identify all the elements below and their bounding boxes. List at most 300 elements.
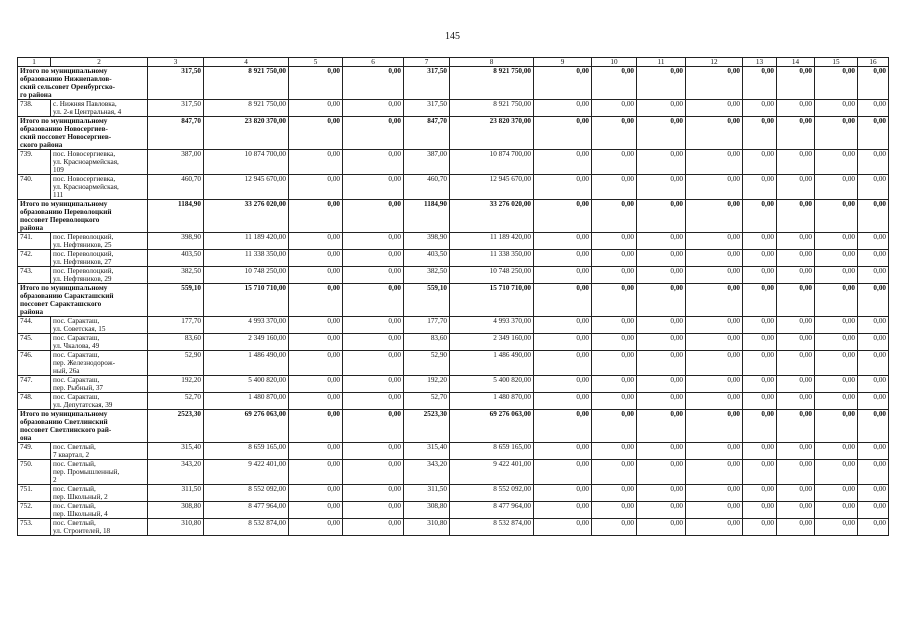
value-cell-c7: 403,50: [404, 250, 450, 267]
address-line: 111: [53, 191, 64, 199]
value-cell-c6: 0,00: [343, 376, 404, 393]
address-line: ул. Советская, 15: [53, 325, 106, 333]
value-cell-c14: 0,00: [777, 200, 815, 233]
column-header: 7: [404, 58, 450, 67]
address-line: района: [20, 224, 44, 232]
value-cell-c16: 0,00: [858, 376, 889, 393]
column-header: 1: [18, 58, 51, 67]
address-line: пос. Саракташ,: [53, 376, 100, 384]
address-line: Итого по муниципальному: [20, 284, 108, 292]
value-cell-c10: 0,00: [592, 117, 637, 150]
value-cell-area: 343,20: [148, 460, 204, 485]
value-cell-c13: 0,00: [743, 117, 777, 150]
value-cell-c9: 0,00: [534, 233, 592, 250]
row-number: 739.: [18, 150, 51, 175]
value-cell-cost: 15 710 710,00: [204, 284, 289, 317]
address-line: пер. Промышленный,: [53, 468, 120, 476]
value-cell-c7: 192,20: [404, 376, 450, 393]
value-cell-c9: 0,00: [534, 100, 592, 117]
value-cell-c8: 8 659 165,00: [450, 443, 534, 460]
row-number: 738.: [18, 100, 51, 117]
value-cell-c9: 0,00: [534, 519, 592, 536]
value-cell-c15: 0,00: [815, 519, 858, 536]
value-cell-c8: 15 710 710,00: [450, 284, 534, 317]
value-cell-c11: 0,00: [637, 351, 686, 376]
value-cell-c13: 0,00: [743, 100, 777, 117]
address-line: пос. Светлый,: [53, 460, 96, 468]
value-cell-c6: 0,00: [343, 233, 404, 250]
value-cell-c8: 8 532 874,00: [450, 519, 534, 536]
value-cell-c7: 559,10: [404, 284, 450, 317]
column-header: 6: [343, 58, 404, 67]
table-row: [18, 485, 889, 502]
value-cell-c15: 0,00: [815, 410, 858, 443]
value-cell-area: 310,80: [148, 519, 204, 536]
row-number: 750.: [18, 460, 51, 485]
address-line: ул. Нефтяников, 29: [53, 275, 112, 283]
value-cell-c14: 0,00: [777, 410, 815, 443]
value-cell-c10: 0,00: [592, 443, 637, 460]
value-cell-c15: 0,00: [815, 233, 858, 250]
address-line: ул. Нефтяников, 25: [53, 241, 112, 249]
address-line: Итого по муниципальному: [20, 67, 108, 75]
row-number: 751.: [18, 485, 51, 502]
value-cell-cost: 8 477 964,00: [204, 502, 289, 519]
row-number: 747.: [18, 376, 51, 393]
table-row: [18, 250, 889, 267]
value-cell-c16: 0,00: [858, 334, 889, 351]
address-line: образованию Светлинский: [20, 418, 108, 426]
value-cell-c11: 0,00: [637, 200, 686, 233]
address-cell: [51, 393, 148, 410]
column-header: 9: [534, 58, 592, 67]
address-line: пер. Школьный, 2: [53, 493, 108, 501]
value-cell-c12: 0,00: [686, 443, 743, 460]
value-cell-c15: 0,00: [815, 200, 858, 233]
value-cell-c7: 2523,30: [404, 410, 450, 443]
value-cell-c12: 0,00: [686, 284, 743, 317]
value-cell-c8: 10 748 250,00: [450, 267, 534, 284]
value-cell-c15: 0,00: [815, 460, 858, 485]
value-cell-c13: 0,00: [743, 351, 777, 376]
value-cell-c6: 0,00: [343, 150, 404, 175]
address-line: ул. Чкалова, 49: [53, 342, 100, 350]
value-cell-c14: 0,00: [777, 460, 815, 485]
row-number: 753.: [18, 519, 51, 536]
value-cell-c16: 0,00: [858, 351, 889, 376]
value-cell-c16: 0,00: [858, 100, 889, 117]
address-line: пер. Рыбный, 37: [53, 384, 104, 392]
value-cell-area: 52,90: [148, 351, 204, 376]
value-cell-c8: 12 945 670,00: [450, 175, 534, 200]
value-cell-c5: 0,00: [289, 317, 343, 334]
value-cell-c5: 0,00: [289, 150, 343, 175]
value-cell-c16: 0,00: [858, 175, 889, 200]
value-cell-c6: 0,00: [343, 250, 404, 267]
value-cell-c11: 0,00: [637, 267, 686, 284]
value-cell-c12: 0,00: [686, 334, 743, 351]
value-cell-c13: 0,00: [743, 250, 777, 267]
value-cell-c12: 0,00: [686, 519, 743, 536]
value-cell-c13: 0,00: [743, 233, 777, 250]
subtotal-label: [18, 410, 148, 443]
value-cell-c7: 1184,90: [404, 200, 450, 233]
value-cell-c11: 0,00: [637, 317, 686, 334]
address-line: с. Нижняя Павловка,: [53, 100, 117, 108]
value-cell-c13: 0,00: [743, 334, 777, 351]
value-cell-c11: 0,00: [637, 485, 686, 502]
address-line: пос. Переволоцкий,: [53, 267, 114, 275]
value-cell-c13: 0,00: [743, 519, 777, 536]
value-cell-c6: 0,00: [343, 67, 404, 100]
value-cell-cost: 23 820 370,00: [204, 117, 289, 150]
value-cell-c14: 0,00: [777, 175, 815, 200]
value-cell-c6: 0,00: [343, 175, 404, 200]
value-cell-c8: 4 993 370,00: [450, 317, 534, 334]
value-cell-c11: 0,00: [637, 460, 686, 485]
value-cell-c15: 0,00: [815, 267, 858, 284]
value-cell-c10: 0,00: [592, 485, 637, 502]
value-cell-cost: 4 993 370,00: [204, 317, 289, 334]
value-cell-c11: 0,00: [637, 150, 686, 175]
address-line: ный, 26а: [53, 367, 80, 375]
value-cell-c10: 0,00: [592, 393, 637, 410]
value-cell-area: 315,40: [148, 443, 204, 460]
address-line: ул. 2-я Центральная, 4: [53, 108, 122, 116]
row-number: 741.: [18, 233, 51, 250]
table-row: [18, 376, 889, 393]
value-cell-c11: 0,00: [637, 443, 686, 460]
value-cell-area: 83,60: [148, 334, 204, 351]
address-cell: [51, 150, 148, 175]
value-cell-c8: 5 400 820,00: [450, 376, 534, 393]
value-cell-c16: 0,00: [858, 150, 889, 175]
value-cell-cost: 8 659 165,00: [204, 443, 289, 460]
value-cell-c9: 0,00: [534, 250, 592, 267]
value-cell-c12: 0,00: [686, 250, 743, 267]
value-cell-area: 460,70: [148, 175, 204, 200]
value-cell-c9: 0,00: [534, 376, 592, 393]
value-cell-area: 2523,30: [148, 410, 204, 443]
value-cell-c7: 317,50: [404, 100, 450, 117]
address-line: пос. Светлый,: [53, 502, 96, 510]
address-line: 7 квартал, 2: [53, 451, 90, 459]
value-cell-c5: 0,00: [289, 485, 343, 502]
value-cell-c6: 0,00: [343, 443, 404, 460]
value-cell-area: 403,50: [148, 250, 204, 267]
value-cell-c8: 9 422 401,00: [450, 460, 534, 485]
value-cell-c13: 0,00: [743, 200, 777, 233]
subtotal-row: [18, 200, 889, 233]
address-line: Итого по муниципальному: [20, 410, 108, 418]
value-cell-area: 387,00: [148, 150, 204, 175]
value-cell-c7: 52,70: [404, 393, 450, 410]
value-cell-c6: 0,00: [343, 334, 404, 351]
value-cell-c15: 0,00: [815, 150, 858, 175]
value-cell-c5: 0,00: [289, 200, 343, 233]
address-cell: [51, 351, 148, 376]
value-cell-c9: 0,00: [534, 67, 592, 100]
value-cell-c5: 0,00: [289, 443, 343, 460]
value-cell-c10: 0,00: [592, 334, 637, 351]
value-cell-c12: 0,00: [686, 67, 743, 100]
value-cell-c8: 11 189 420,00: [450, 233, 534, 250]
value-cell-c5: 0,00: [289, 250, 343, 267]
table-row: [18, 460, 889, 485]
value-cell-c11: 0,00: [637, 284, 686, 317]
value-cell-cost: 1 486 490,00: [204, 351, 289, 376]
value-cell-c7: 317,50: [404, 67, 450, 100]
value-cell-c14: 0,00: [777, 502, 815, 519]
address-line: Итого по муниципальному: [20, 200, 108, 208]
value-cell-c13: 0,00: [743, 267, 777, 284]
value-cell-c6: 0,00: [343, 393, 404, 410]
value-cell-c10: 0,00: [592, 67, 637, 100]
value-cell-c9: 0,00: [534, 485, 592, 502]
value-cell-c16: 0,00: [858, 502, 889, 519]
value-cell-c8: 11 338 350,00: [450, 250, 534, 267]
column-header: 3: [148, 58, 204, 67]
value-cell-c15: 0,00: [815, 351, 858, 376]
value-cell-c10: 0,00: [592, 317, 637, 334]
address-line: ул. Строителей, 18: [53, 527, 111, 535]
page-number: 145: [445, 31, 460, 42]
address-line: она: [20, 434, 32, 442]
value-cell-c11: 0,00: [637, 117, 686, 150]
value-cell-c6: 0,00: [343, 284, 404, 317]
value-cell-c13: 0,00: [743, 150, 777, 175]
value-cell-c10: 0,00: [592, 410, 637, 443]
value-cell-c6: 0,00: [343, 200, 404, 233]
value-cell-c8: 8 477 964,00: [450, 502, 534, 519]
table-row: [18, 317, 889, 334]
value-cell-c5: 0,00: [289, 233, 343, 250]
value-cell-c7: 460,70: [404, 175, 450, 200]
value-cell-c6: 0,00: [343, 410, 404, 443]
column-header: 10: [592, 58, 637, 67]
table-row: [18, 150, 889, 175]
value-cell-cost: 11 189 420,00: [204, 233, 289, 250]
value-cell-c16: 0,00: [858, 485, 889, 502]
value-cell-c12: 0,00: [686, 351, 743, 376]
value-cell-c11: 0,00: [637, 100, 686, 117]
value-cell-c16: 0,00: [858, 233, 889, 250]
value-cell-c14: 0,00: [777, 150, 815, 175]
housing-register-table: [17, 57, 889, 536]
address-line: района: [20, 308, 44, 316]
address-line: ский сельсовет Оренбургско-: [20, 83, 116, 91]
row-number: 745.: [18, 334, 51, 351]
value-cell-c12: 0,00: [686, 150, 743, 175]
value-cell-c12: 0,00: [686, 393, 743, 410]
value-cell-c12: 0,00: [686, 410, 743, 443]
column-header: 12: [686, 58, 743, 67]
subtotal-row: [18, 117, 889, 150]
value-cell-c14: 0,00: [777, 334, 815, 351]
table-row: [18, 175, 889, 200]
value-cell-c11: 0,00: [637, 233, 686, 250]
value-cell-c15: 0,00: [815, 317, 858, 334]
row-number: 744.: [18, 317, 51, 334]
value-cell-c15: 0,00: [815, 117, 858, 150]
subtotal-label: [18, 284, 148, 317]
value-cell-c13: 0,00: [743, 317, 777, 334]
value-cell-c15: 0,00: [815, 485, 858, 502]
address-cell: [51, 250, 148, 267]
address-line: 109: [53, 166, 64, 174]
value-cell-c14: 0,00: [777, 519, 815, 536]
value-cell-c12: 0,00: [686, 175, 743, 200]
value-cell-c14: 0,00: [777, 376, 815, 393]
value-cell-c15: 0,00: [815, 393, 858, 410]
value-cell-c12: 0,00: [686, 267, 743, 284]
value-cell-c13: 0,00: [743, 410, 777, 443]
value-cell-c7: 398,90: [404, 233, 450, 250]
row-number: 743.: [18, 267, 51, 284]
value-cell-c16: 0,00: [858, 443, 889, 460]
value-cell-c10: 0,00: [592, 519, 637, 536]
value-cell-area: 311,50: [148, 485, 204, 502]
address-cell: [51, 460, 148, 485]
address-cell: [51, 485, 148, 502]
address-line: образованию Новосергиев-: [20, 125, 108, 133]
value-cell-c10: 0,00: [592, 284, 637, 317]
value-cell-cost: 5 400 820,00: [204, 376, 289, 393]
address-line: пос. Новосергиевка,: [53, 175, 116, 183]
subtotal-row: [18, 410, 889, 443]
address-cell: [51, 376, 148, 393]
value-cell-c9: 0,00: [534, 317, 592, 334]
value-cell-c14: 0,00: [777, 351, 815, 376]
value-cell-c8: 33 276 020,00: [450, 200, 534, 233]
value-cell-c7: 382,50: [404, 267, 450, 284]
value-cell-c12: 0,00: [686, 376, 743, 393]
value-cell-c9: 0,00: [534, 117, 592, 150]
value-cell-area: 382,50: [148, 267, 204, 284]
value-cell-c16: 0,00: [858, 117, 889, 150]
address-line: пос. Переволоцкий,: [53, 250, 114, 258]
address-line: поссовет Саракташского: [20, 300, 102, 308]
value-cell-c5: 0,00: [289, 100, 343, 117]
value-cell-c11: 0,00: [637, 67, 686, 100]
value-cell-c7: 315,40: [404, 443, 450, 460]
value-cell-cost: 8 552 092,00: [204, 485, 289, 502]
value-cell-c15: 0,00: [815, 175, 858, 200]
value-cell-area: 1184,90: [148, 200, 204, 233]
address-cell: [51, 334, 148, 351]
value-cell-c6: 0,00: [343, 485, 404, 502]
value-cell-c14: 0,00: [777, 267, 815, 284]
value-cell-c16: 0,00: [858, 410, 889, 443]
address-line: пос. Светлый,: [53, 519, 96, 527]
value-cell-area: 192,20: [148, 376, 204, 393]
value-cell-c15: 0,00: [815, 443, 858, 460]
value-cell-c8: 8 921 750,00: [450, 100, 534, 117]
value-cell-c5: 0,00: [289, 519, 343, 536]
value-cell-c11: 0,00: [637, 393, 686, 410]
address-cell: [51, 100, 148, 117]
value-cell-c10: 0,00: [592, 460, 637, 485]
value-cell-c11: 0,00: [637, 410, 686, 443]
value-cell-c7: 83,60: [404, 334, 450, 351]
value-cell-c16: 0,00: [858, 519, 889, 536]
subtotal-label: [18, 200, 148, 233]
value-cell-c8: 1 480 870,00: [450, 393, 534, 410]
value-cell-c16: 0,00: [858, 250, 889, 267]
value-cell-c15: 0,00: [815, 100, 858, 117]
address-line: пер. Железнодорож-: [53, 359, 116, 367]
value-cell-c12: 0,00: [686, 100, 743, 117]
table-row: [18, 100, 889, 117]
value-cell-area: 317,50: [148, 100, 204, 117]
value-cell-c6: 0,00: [343, 117, 404, 150]
value-cell-c12: 0,00: [686, 485, 743, 502]
value-cell-c6: 0,00: [343, 460, 404, 485]
value-cell-c15: 0,00: [815, 67, 858, 100]
table-row: [18, 233, 889, 250]
value-cell-c8: 8 921 750,00: [450, 67, 534, 100]
value-cell-c12: 0,00: [686, 200, 743, 233]
value-cell-c14: 0,00: [777, 284, 815, 317]
value-cell-c6: 0,00: [343, 519, 404, 536]
value-cell-c8: 69 276 063,00: [450, 410, 534, 443]
column-header: 4: [204, 58, 289, 67]
value-cell-c15: 0,00: [815, 334, 858, 351]
value-cell-area: 317,50: [148, 67, 204, 100]
value-cell-c9: 0,00: [534, 150, 592, 175]
value-cell-c16: 0,00: [858, 284, 889, 317]
value-cell-c6: 0,00: [343, 502, 404, 519]
address-line: ский поссовет Новосергиев-: [20, 133, 112, 141]
value-cell-c16: 0,00: [858, 460, 889, 485]
address-line: пер. Школьный, 4: [53, 510, 108, 518]
value-cell-c13: 0,00: [743, 67, 777, 100]
value-cell-c5: 0,00: [289, 67, 343, 100]
value-cell-c5: 0,00: [289, 376, 343, 393]
value-cell-c10: 0,00: [592, 233, 637, 250]
value-cell-c13: 0,00: [743, 460, 777, 485]
value-cell-c14: 0,00: [777, 233, 815, 250]
value-cell-c13: 0,00: [743, 284, 777, 317]
column-header: 2: [51, 58, 148, 67]
value-cell-c6: 0,00: [343, 317, 404, 334]
value-cell-c12: 0,00: [686, 502, 743, 519]
value-cell-c5: 0,00: [289, 393, 343, 410]
address-line: пос. Саракташ,: [53, 334, 100, 342]
value-cell-c14: 0,00: [777, 317, 815, 334]
value-cell-c12: 0,00: [686, 117, 743, 150]
value-cell-c5: 0,00: [289, 410, 343, 443]
row-number: 748.: [18, 393, 51, 410]
value-cell-c9: 0,00: [534, 284, 592, 317]
value-cell-c11: 0,00: [637, 334, 686, 351]
subtotal-row: [18, 284, 889, 317]
value-cell-c6: 0,00: [343, 267, 404, 284]
value-cell-c14: 0,00: [777, 443, 815, 460]
value-cell-c8: 1 486 490,00: [450, 351, 534, 376]
value-cell-c5: 0,00: [289, 502, 343, 519]
value-cell-c9: 0,00: [534, 334, 592, 351]
address-cell: [51, 443, 148, 460]
value-cell-c12: 0,00: [686, 460, 743, 485]
address-line: ул. Нефтяников, 27: [53, 258, 112, 266]
subtotal-row: [18, 67, 889, 100]
table-row: [18, 334, 889, 351]
value-cell-c6: 0,00: [343, 100, 404, 117]
value-cell-area: 559,10: [148, 284, 204, 317]
table-row: [18, 351, 889, 376]
address-cell: [51, 233, 148, 250]
